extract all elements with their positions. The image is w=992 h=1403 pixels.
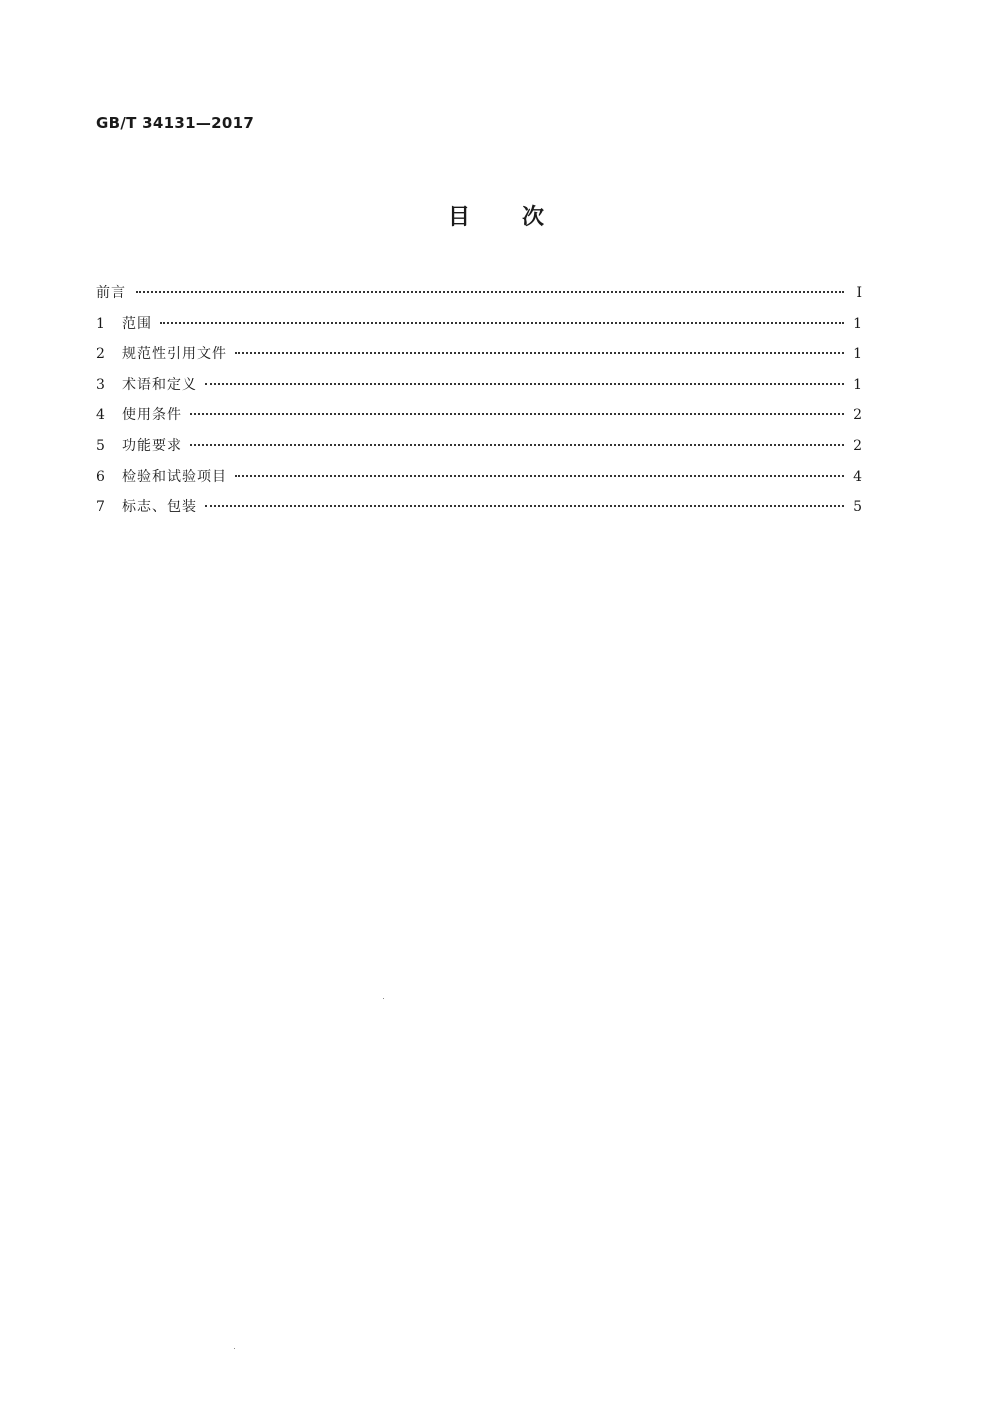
toc-dot-leader <box>190 444 844 446</box>
toc-dot-leader <box>235 475 844 477</box>
toc-dot-leader <box>160 322 844 324</box>
toc-entry-label: 范围 <box>122 315 152 332</box>
toc-entry-page: 1 <box>853 346 862 363</box>
toc-entry-page: 4 <box>853 468 862 485</box>
toc-entry-label: 前言 <box>96 285 126 301</box>
toc-entry-label: 功能要求 <box>122 437 182 454</box>
toc-entry-label: 规范性引用文件 <box>122 346 227 363</box>
toc-entry-normative-references[interactable] <box>96 343 862 374</box>
toc-entry-scope[interactable] <box>96 313 862 344</box>
toc-entry-label: 标志、包装 <box>122 499 197 516</box>
table-of-contents <box>96 282 862 527</box>
toc-entry-page: 2 <box>853 407 862 424</box>
toc-dot-leader <box>136 291 844 293</box>
toc-entry-page: Ⅰ <box>856 285 862 301</box>
toc-entry-label: 术语和定义 <box>122 376 197 393</box>
toc-entry-foreword[interactable] <box>96 282 862 313</box>
standard-code: GB/T 34131—2017 <box>96 114 255 132</box>
toc-entry-functional-requirements[interactable] <box>96 435 862 466</box>
toc-entry-label: 使用条件 <box>122 407 182 424</box>
toc-entry-page: 1 <box>853 315 862 332</box>
scan-speck <box>383 998 384 999</box>
toc-entry-page: 5 <box>853 499 862 516</box>
toc-entry-inspection-tests[interactable] <box>96 466 862 497</box>
toc-entry-page: 1 <box>853 376 862 393</box>
toc-dot-leader <box>190 413 844 415</box>
toc-entry-number: 6 <box>96 468 105 485</box>
toc-entry-terms-definitions[interactable] <box>96 374 862 405</box>
toc-title: 目次 <box>447 205 596 230</box>
toc-entry-number: 4 <box>96 407 105 424</box>
toc-entry-label: 检验和试验项目 <box>122 468 227 485</box>
scan-speck <box>234 1348 235 1349</box>
toc-entry-number: 7 <box>96 499 105 516</box>
toc-entry-number: 2 <box>96 346 105 363</box>
toc-entry-page: 2 <box>853 437 862 454</box>
toc-dot-leader <box>205 383 844 385</box>
toc-entry-number: 5 <box>96 437 105 454</box>
toc-entry-number: 1 <box>96 315 105 332</box>
toc-entry-number: 3 <box>96 376 105 393</box>
toc-dot-leader <box>235 352 844 354</box>
toc-entry-service-conditions[interactable] <box>96 404 862 435</box>
toc-dot-leader <box>205 505 844 507</box>
toc-entry-marking-packaging[interactable] <box>96 496 862 527</box>
